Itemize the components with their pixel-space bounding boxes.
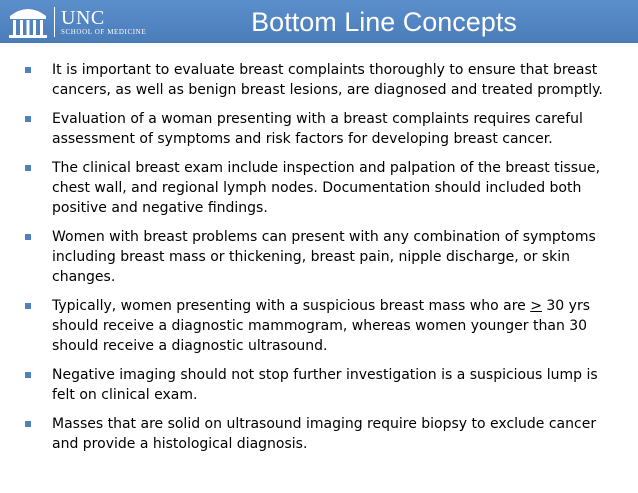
- slide-content: [0, 60, 638, 463]
- header-bar: [0, 0, 638, 43]
- logo-text: [61, 8, 146, 37]
- bullet-text: The clinical breast exam include inspection and palpation of the breast tissue, chest wall, and regional lymph nodes. Documentation should included both positive and negative findings.: [52, 160, 601, 216]
- bullet-item: [0, 109, 606, 149]
- bullet-text: Negative imaging should not stop further investigation is a suspicious lump is felt on clinical exam.: [52, 367, 598, 403]
- bullet-text-after: 30 yrs should receive a diagnostic mammogram, whereas women younger than 30 should receive a diagnostic ultrasound.: [52, 298, 591, 354]
- bullet-text: Evaluation of a woman presenting with a breast complaints requires careful assessment of symptoms and risk factors for developing breast cancer.: [52, 111, 583, 147]
- old-well-icon: [6, 4, 50, 40]
- bullet-item: [0, 296, 606, 356]
- bullet-list: [0, 60, 638, 454]
- bullet-item: [0, 365, 606, 405]
- square-bullet-icon: [25, 372, 31, 378]
- logo-name: UNC: [61, 6, 105, 29]
- unc-logo: [6, 4, 146, 40]
- bullet-text-before: Typically, women presenting with a suspicious breast mass who are: [52, 298, 531, 314]
- bullet-item: [0, 60, 606, 100]
- logo-divider: [54, 7, 55, 37]
- square-bullet-icon: [25, 421, 31, 427]
- greater-equal-symbol: >: [530, 298, 542, 314]
- bullet-text: Women with breast problems can present with any combination of symptoms including breast mass or thickening, breast pain, nipple discharge, or skin changes.: [52, 229, 596, 285]
- bullet-item: [0, 227, 606, 287]
- slide-title: Bottom Line Concepts: [251, 7, 517, 37]
- bullet-text: [52, 298, 590, 354]
- square-bullet-icon: [25, 67, 31, 73]
- bullet-item: [0, 158, 606, 218]
- square-bullet-icon: [25, 234, 31, 240]
- bullet-item: [0, 414, 606, 454]
- square-bullet-icon: [25, 303, 31, 309]
- square-bullet-icon: [25, 116, 31, 122]
- square-bullet-icon: [25, 165, 31, 171]
- bullet-text: It is important to evaluate breast complaints thoroughly to ensure that breast cancers, as well as benign breast lesions, are diagnosed and treated promptly.: [52, 62, 603, 98]
- bullet-text: Masses that are solid on ultrasound imaging require biopsy to exclude cancer and provide a histological diagnosis.: [52, 416, 597, 452]
- logo-subtitle: SCHOOL OF MEDICINE: [61, 27, 147, 36]
